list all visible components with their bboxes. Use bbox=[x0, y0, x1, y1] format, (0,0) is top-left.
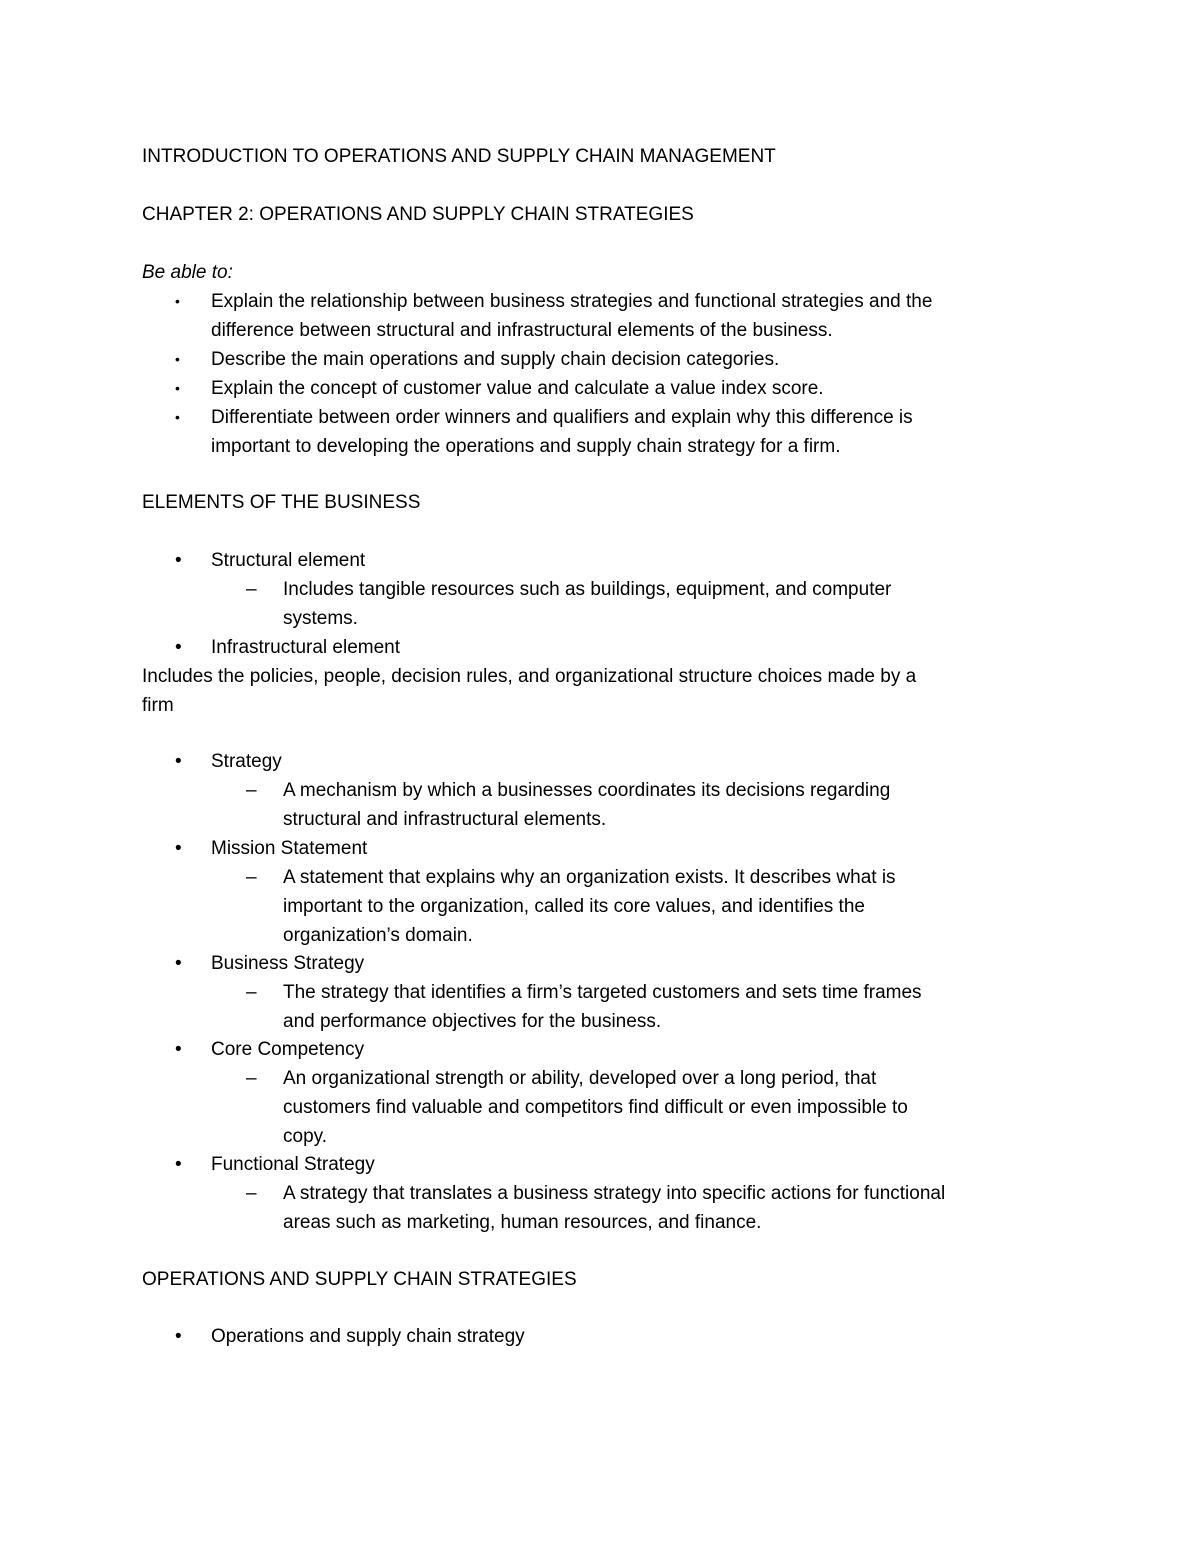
dash-marker: – bbox=[246, 867, 257, 888]
definition-line: Includes tangible resources such as buildings, equipment, and computer bbox=[283, 579, 892, 600]
definition-line: A mechanism by which a businesses coordinates its decisions regarding bbox=[283, 780, 891, 801]
document-title: INTRODUCTION TO OPERATIONS AND SUPPLY CHAIN MANAGEMENT bbox=[142, 146, 776, 167]
term-mission-statement: Mission Statement bbox=[211, 838, 368, 859]
section-heading-elements: ELEMENTS OF THE BUSINESS bbox=[142, 492, 421, 513]
bullet-marker: • bbox=[175, 751, 182, 772]
bullet-marker: • bbox=[175, 1039, 182, 1060]
dash-marker: – bbox=[246, 579, 257, 600]
definition-line: organization’s domain. bbox=[283, 925, 473, 946]
dash-marker: – bbox=[246, 780, 257, 801]
dash-marker: – bbox=[246, 1068, 257, 1089]
bullet-marker: • bbox=[175, 1154, 182, 1175]
bullet-marker: • bbox=[175, 293, 180, 309]
term-structural: Structural element bbox=[211, 550, 366, 571]
bullet-marker: • bbox=[175, 953, 182, 974]
objectives-intro: Be able to: bbox=[142, 262, 233, 283]
term-infrastructural: Infrastructural element bbox=[211, 637, 401, 658]
section-heading-strategies: OPERATIONS AND SUPPLY CHAIN STRATEGIES bbox=[142, 1269, 577, 1290]
bullet-marker: • bbox=[175, 1326, 182, 1347]
bullet-marker: • bbox=[175, 351, 180, 367]
objective-line: Differentiate between order winners and qualifiers and explain why this difference is bbox=[211, 407, 913, 428]
dash-marker: – bbox=[246, 1183, 257, 1204]
objective-line: Explain the concept of customer value and calculate a value index score. bbox=[211, 378, 824, 399]
definition-line: customers find valuable and competitors find difficult or even impossible to bbox=[283, 1097, 908, 1118]
term-functional-strategy: Functional Strategy bbox=[211, 1154, 375, 1175]
definition-line: An organizational strength or ability, developed over a long period, that bbox=[283, 1068, 877, 1089]
objective-line: difference between structural and infrastructural elements of the business. bbox=[211, 320, 833, 341]
objective-line: important to developing the operations and supply chain strategy for a firm. bbox=[211, 436, 841, 457]
definition-line: and performance objectives for the business. bbox=[283, 1011, 662, 1032]
objective-line: Describe the main operations and supply chain decision categories. bbox=[211, 349, 780, 370]
term-strategy: Strategy bbox=[211, 751, 282, 772]
term-core-competency: Core Competency bbox=[211, 1039, 365, 1060]
definition-line: firm bbox=[142, 695, 174, 716]
bullet-marker: • bbox=[175, 409, 180, 425]
definition-line: A statement that explains why an organization exists. It describes what is bbox=[283, 867, 896, 888]
term-operations-strategy: Operations and supply chain strategy bbox=[211, 1326, 525, 1347]
definition-line: structural and infrastructural elements. bbox=[283, 809, 607, 830]
definition-line: important to the organization, called its core values, and identifies the bbox=[283, 896, 865, 917]
definition-line: Includes the policies, people, decision rules, and organizational structure choices made by a bbox=[142, 666, 917, 687]
definition-line: The strategy that identifies a firm’s targeted customers and sets time frames bbox=[283, 982, 922, 1003]
chapter-heading: CHAPTER 2: OPERATIONS AND SUPPLY CHAIN STRATEGIES bbox=[142, 204, 694, 225]
definition-line: copy. bbox=[283, 1126, 328, 1147]
bullet-marker: • bbox=[175, 380, 180, 396]
objective-line: Explain the relationship between business strategies and functional strategies and the bbox=[211, 291, 933, 312]
bullet-marker: • bbox=[175, 637, 182, 658]
term-business-strategy: Business Strategy bbox=[211, 953, 365, 974]
bullet-marker: • bbox=[175, 550, 182, 571]
dash-marker: – bbox=[246, 982, 257, 1003]
definition-line: areas such as marketing, human resources, and finance. bbox=[283, 1212, 762, 1233]
definition-line: systems. bbox=[283, 608, 358, 629]
bullet-marker: • bbox=[175, 838, 182, 859]
definition-line: A strategy that translates a business strategy into specific actions for functional bbox=[283, 1183, 946, 1204]
